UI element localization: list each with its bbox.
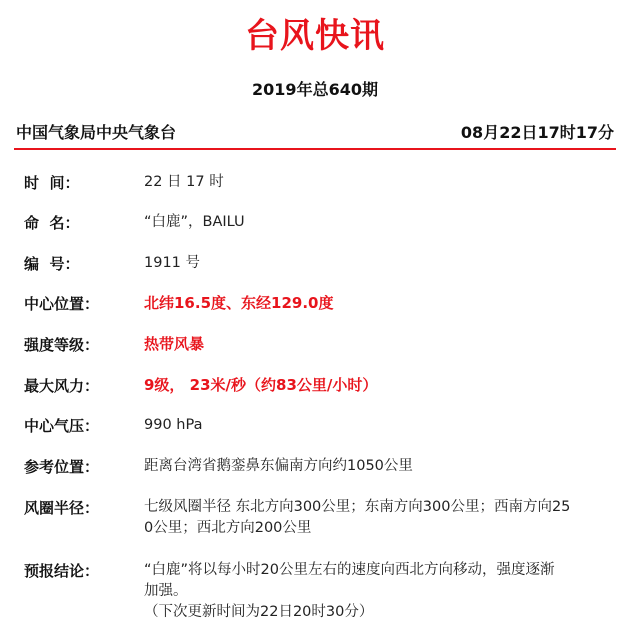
value-line: 七级风圈半径 东北方向300公里；东南方向300公里；西南方向25 [144, 499, 571, 515]
issue-number: 2019年总640期 [252, 80, 378, 99]
field-value [144, 560, 600, 623]
field-value: 热带风暴 [144, 335, 205, 353]
field-value: 1911 号 [144, 255, 201, 271]
field-label: 命 名： [24, 214, 80, 232]
bulletin-header [14, 118, 616, 150]
value-line: 加强。 [144, 583, 188, 599]
field-label: 编 号： [24, 255, 80, 273]
field-value: 22 日 17 时 [144, 174, 224, 190]
field-value: 北纬16.5度、东经129.0度 [144, 294, 334, 312]
field-label: 中心位置： [24, 295, 100, 313]
field-value: “白鹿”，BAILU [144, 214, 245, 230]
value-line: “白鹿”将以每小时20公里左右的速度向西北方向移动，强度逐渐 [144, 562, 555, 578]
value-line: （下次更新时间为22日20时30分） [144, 604, 374, 620]
field-label: 时 间： [24, 174, 80, 192]
field-label: 最大风力： [24, 377, 100, 395]
field-value: 距离台湾省鹅銮鼻东偏南方向约1050公里 [144, 458, 413, 474]
bulletin-title: 台风快讯 [245, 16, 385, 56]
field-value: 990 hPa [144, 417, 203, 433]
issue-datetime: 08月22日17时17分 [460, 123, 614, 142]
field-label: 预报结论： [24, 562, 100, 580]
field-value: 9级， 23米/秒（约83公里/小时） [144, 376, 378, 394]
field-label: 强度等级： [24, 336, 100, 354]
agency-name: 中国气象局中央气象台 [16, 123, 177, 142]
field-label: 风圈半径： [24, 499, 100, 517]
field-value [144, 497, 600, 539]
field-label: 参考位置： [24, 458, 100, 476]
field-label: 中心气压： [24, 417, 100, 435]
value-line: 0公里；西北方向200公里 [144, 520, 312, 536]
